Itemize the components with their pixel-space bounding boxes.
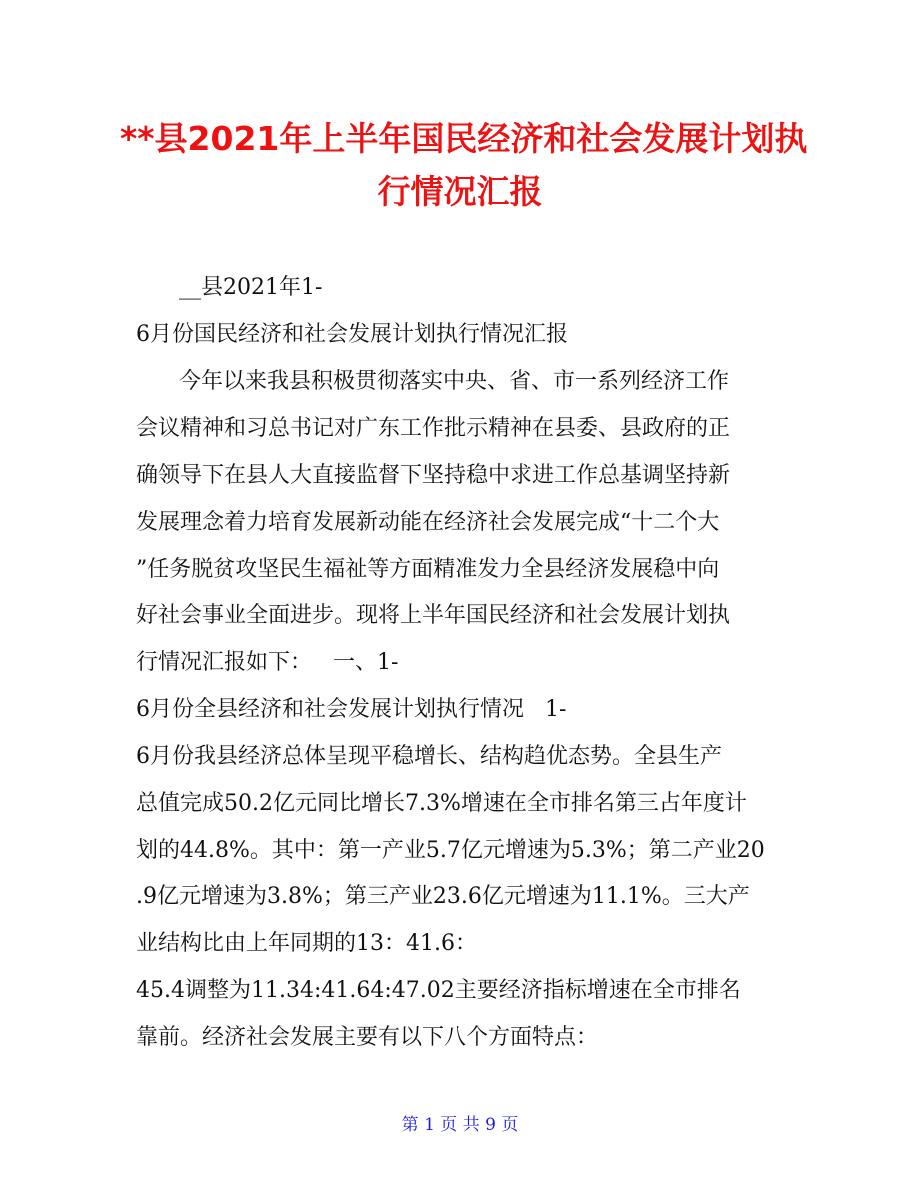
body-line: __县2021年1- [179, 275, 323, 300]
body-line: 靠前。经济社会发展主要有以下八个方面特点： [136, 1025, 599, 1050]
document-title-line-1: **县2021年上半年国民经济和社会发展计划执 [120, 119, 808, 158]
body-line: 45.4调整为11.34:41.64:47.02主要经济指标增速在全市排名 [136, 978, 741, 1003]
body-line: 6月份国民经济和社会发展计划执行情况汇报 [136, 322, 568, 347]
body-line: ”任务脱贫攻坚民生福祉等方面精准发力全县经济发展稳中向 [136, 557, 720, 582]
body-line: 6月份我县经济总体呈现平稳增长、结构趋优态势。全县生产 [136, 744, 722, 769]
body-line: 今年以来我县积极贯彻落实中央、省、市一系列经济工作 [179, 369, 730, 394]
body-line: 划的44.8%。其中：第一产业5.7亿元增速为5.3%；第二产业20 [136, 838, 765, 863]
body-line: 会议精神和习总书记对广东工作批示精神在县委、县政府的正 [136, 416, 731, 441]
body-line: 业结构比由上年同期的13：41.6： [136, 931, 477, 956]
body-line: 总值完成50.2亿元同比增长7.3%增速在全市排名第三占年度计 [136, 791, 747, 816]
document-title-line-2: 行情况汇报 [377, 172, 543, 211]
page-footer: 第 1 页 共 9 页 [401, 1115, 519, 1135]
body-line: 好社会事业全面进步。现将上半年国民经济和社会发展计划执 [136, 603, 731, 628]
body-line: .9亿元增速为3.8%；第三产业23.6亿元增速为11.1%。三大产 [136, 884, 750, 909]
body-line: 行情况汇报如下： 一、1- [136, 650, 399, 675]
body-line: 确领导下在县人大直接监督下坚持稳中求进工作总基调坚持新 [136, 463, 731, 488]
body-line: 6月份全县经济和社会发展计划执行情况 1- [136, 697, 567, 722]
body-line: 发展理念着力培育发展新动能在经济社会发展完成“十二个大 [136, 510, 720, 535]
